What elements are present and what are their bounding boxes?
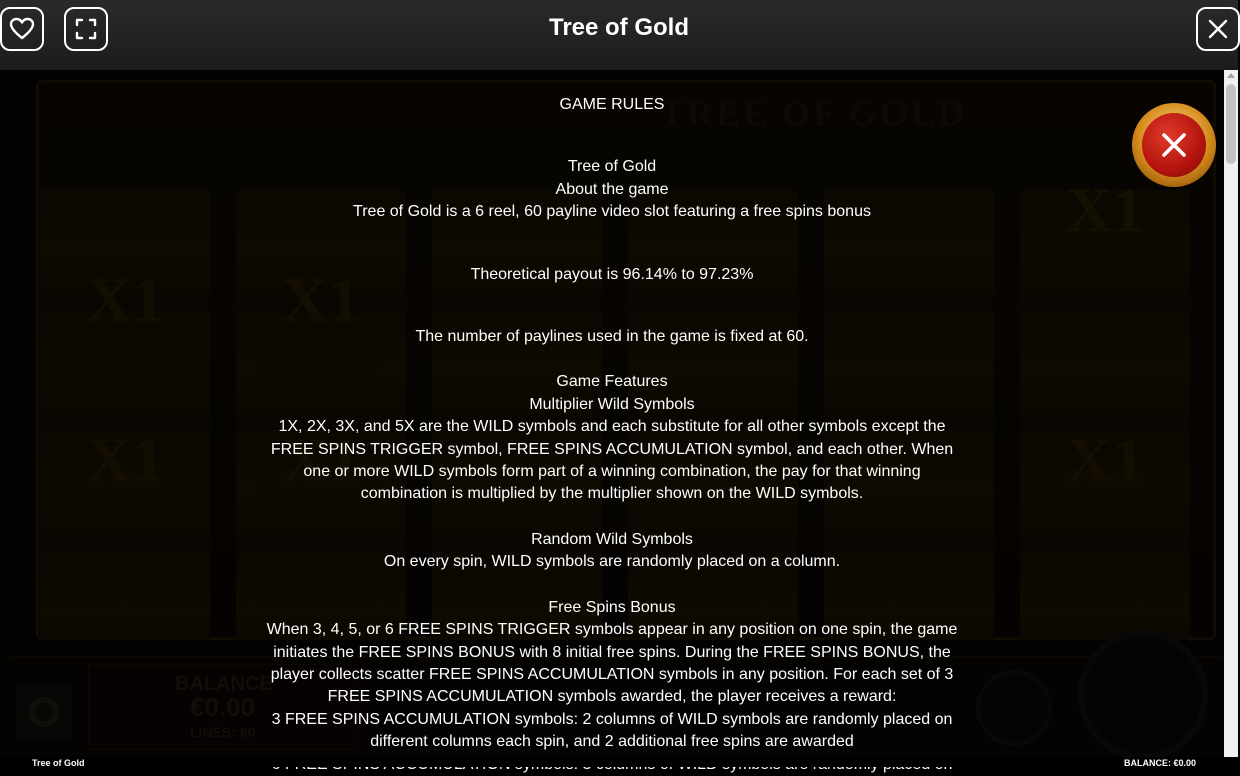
freespins-heading: Free Spins Bonus bbox=[548, 598, 676, 616]
multiplier-heading: Multiplier Wild Symbols bbox=[529, 395, 695, 413]
rules-overlay[interactable] bbox=[0, 70, 1224, 757]
close-game-button[interactable] bbox=[1196, 7, 1240, 51]
rules-game-name: Tree of Gold bbox=[567, 158, 657, 176]
about-text: Tree of Gold is a 6 reel, 60 payline video slot featuring a free spins bonus bbox=[353, 203, 871, 221]
about-heading: About the game bbox=[555, 180, 669, 198]
status-footer bbox=[0, 757, 1238, 767]
page-title: Tree of Gold bbox=[548, 14, 689, 41]
reward-3-text: 3 FREE SPINS ACCUMULATION symbols: 2 columns of WILD symbols are randomly placed on different columns each spin, and 2 additional free spins are awarded bbox=[271, 710, 953, 751]
close-icon bbox=[1207, 18, 1229, 40]
top-bar bbox=[0, 0, 1238, 70]
close-icon bbox=[1160, 131, 1188, 159]
random-text: On every spin, WILD symbols are randomly placed on a column. bbox=[383, 553, 841, 571]
close-rules-inner bbox=[1142, 113, 1206, 177]
footer-game-name: Tree of Gold bbox=[32, 758, 85, 768]
freespins-text: When 3, 4, 5, or 6 FREE SPINS TRIGGER symbols appear in any position on one spin, the game initiates the FREE SPINS BONUS with 8 initial free spins. During the FREE SPINS BONUS, the player collects scatter FREE SPINS ACCUMULATION symbols in any position. For each set of 3 FREE SPINS ACCUMULATION symbols awarded, the player receives a reward: bbox=[266, 621, 958, 706]
close-rules-button[interactable] bbox=[1132, 103, 1216, 187]
random-heading: Random Wild Symbols bbox=[531, 530, 693, 548]
rules-heading: GAME RULES bbox=[559, 96, 665, 113]
footer-balance: BALANCE: €0.00 bbox=[1124, 758, 1197, 768]
scroll-thumb[interactable] bbox=[1226, 84, 1236, 164]
features-heading: Game Features bbox=[556, 373, 668, 391]
paylines-text: The number of paylines used in the game is fixed at 60. bbox=[415, 328, 809, 346]
payout-text: Theoretical payout is 96.14% to 97.23% bbox=[470, 265, 754, 283]
scroll-up-arrow-icon[interactable] bbox=[1227, 73, 1235, 78]
rules-scrollbar[interactable] bbox=[1224, 70, 1238, 757]
rules-content bbox=[0, 94, 1224, 776]
multiplier-text: 1X, 2X, 3X, and 5X are the WILD symbols and each substitute for all other symbols except the FREE SPINS TRIGGER symbol, FREE SPINS ACCUMULATION symbol, and each other. When one or more WILD symbols form part of a winning combination, the pay for that winning combination is multiplied by the multiplier shown on the WILD symbols. bbox=[270, 418, 954, 503]
